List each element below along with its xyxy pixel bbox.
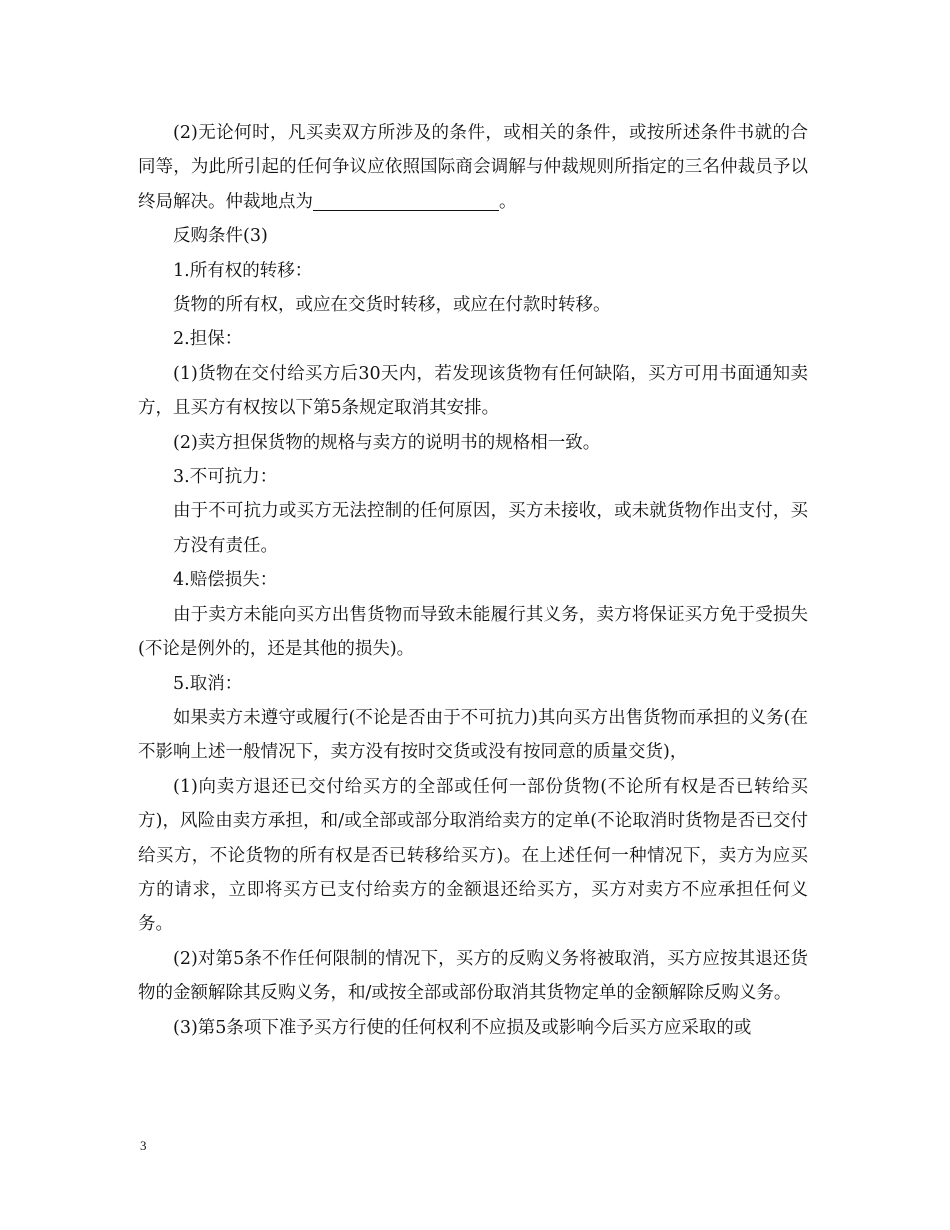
- paragraph-ownership: 货物的所有权，或应在交货时转移，或应在付款时转移。: [173, 295, 611, 316]
- paragraph-cancellation-1: (1)向卖方退还已交付给买方的全部或任何一部份货物(不论所有权是否已转给买方)，风险由卖方承担，和/或全部或部分取消给卖方的定单(不论取消时货物是否已交付给买方，不论货物的所有权是否已转移给买方)。在上述任何一种情况下，卖方为应买方的请求，立即将买方已支付给卖方的金额退还给买方，买方对卖方不应承担任何义务。: [138, 776, 808, 935]
- clause-heading-guarantee: 2.担保：: [173, 329, 243, 350]
- paragraph-text: (2)无论何时，凡买卖双方所涉及的条件，或相关的条件，或按所述条件书就的合同等，为此所引起的任何争议应依照国际商会调解与仲裁规则所指定的三名仲裁员予以终局解决。仲裁地点为: [138, 123, 808, 212]
- paragraph-compensation: 由于卖方未能向买方出售货物而导致未能履行其义务，卖方将保证买方免于受损失(不论是例外的，还是其他的损失)。: [138, 604, 808, 660]
- page-number: 3: [140, 1138, 147, 1153]
- fill-in-blank-arbitration-place[interactable]: [313, 188, 499, 211]
- paragraph-arbitration-2: [138, 116, 808, 219]
- clause-heading-cancellation: 5.取消：: [173, 673, 243, 694]
- section-heading-buyback-conditions: 反购条件(3): [173, 226, 268, 247]
- paragraph-guarantee-2: (2)卖方担保货物的规格与卖方的说明书的规格相一致。: [173, 432, 601, 453]
- paragraph-guarantee-1: (1)货物在交付给买方后30天内，若发现该货物有任何缺陷，买方可用书面通知卖方，且买方有权按以下第5条规定取消其安排。: [138, 363, 808, 419]
- paragraph-cancellation-intro: 如果卖方未遵守或履行(不论是否由于不可抗力)其向买方出售货物而承担的义务(在不影响上述一般情况下，卖方没有按时交货或没有按同意的质量交货)，: [138, 707, 808, 763]
- paragraph-cancellation-2: (2)对第5条不作任何限制的情况下，买方的反购义务将被取消，买方应按其退还货物的金额解除其反购义务，和/或按全部或部份取消其货物定单的金额解除反购义务。: [138, 948, 808, 1004]
- paragraph-cancellation-3: (3)第5条项下准予买方行使的任何权利不应损及或影响今后买方应采取的或: [173, 1017, 752, 1038]
- clause-heading-force-majeure: 3.不可抗力：: [173, 467, 278, 488]
- clause-heading-ownership-transfer: 1.所有权的转移：: [173, 260, 313, 281]
- clause-heading-compensation: 4.赔偿损失：: [173, 570, 278, 591]
- document-body: [138, 116, 808, 1045]
- paragraph-force-majeure: 由于不可抗力或买方无法控制的任何原因，买方未接收，或未就货物作出支付，买方没有责任。: [173, 501, 808, 556]
- paragraph-text-end: 。: [499, 191, 517, 212]
